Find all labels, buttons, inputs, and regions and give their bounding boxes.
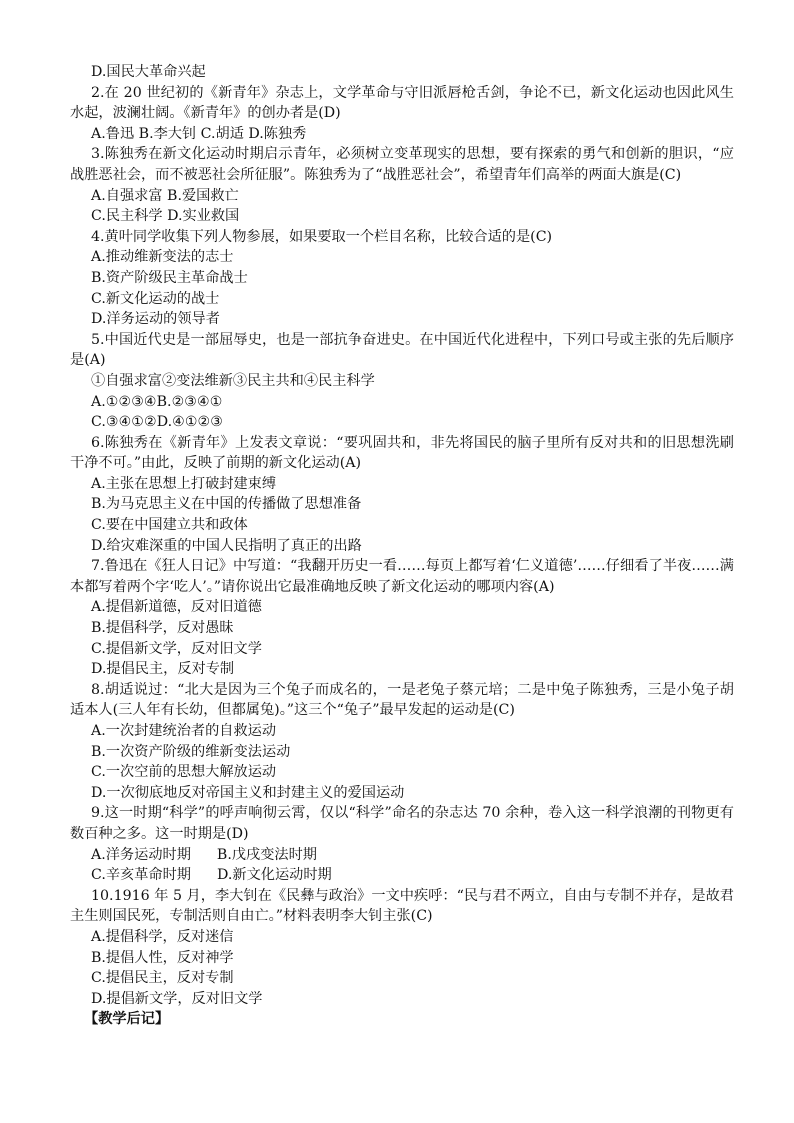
question-text: 9.这一时期“科学”的呼声响彻云霄，仅以“科学”命名的杂志达 70 余种，卷入这一科学浪潮的刊物更有数百种之多。这一时期是(D) <box>70 805 734 842</box>
answer-option: C.提倡新文学，反对旧文学 <box>91 640 262 657</box>
answer-option: A.自强求富 B.爱国救亡 <box>91 187 239 204</box>
question-text: 6.陈独秀在《新青年》上发表文章说：“要巩固共和，非先将国民的脑子里所有反对共和的旧思想洗刷干净不可。”由此，反映了前期的新文化运动(A) <box>70 434 734 472</box>
answer-option: A.提倡新道德，反对旧道德 <box>91 599 262 616</box>
answer-option: D.给灾难深重的中国人民指明了真正的出路 <box>91 537 362 554</box>
question-text: 10.1916 年 5 月，李大钊在《民彝与政治》一文中疾呼：“民与君不两立，自由与专制不并存，是故君主生则国民死，专制活则自由亡。”材料表明李大钊主张(C) <box>70 887 734 925</box>
answer-option: A.主张在思想上打破封建束缚 <box>91 475 277 492</box>
answer-option: A.提倡科学，反对迷信 <box>91 928 234 945</box>
answer-option: C.要在中国建立共和政体 <box>91 517 248 534</box>
teaching-notes-heading: 【教学后记】 <box>84 1011 170 1027</box>
answer-option: D.提倡新文学，反对旧文学 <box>91 990 263 1007</box>
answer-option: A.鲁迅 B.李大钊 C.胡适 D.陈独秀 <box>91 125 307 142</box>
answer-option: A.洋务运动时期 <box>91 846 191 863</box>
answer-option: A.一次封建统治者的自救运动 <box>91 723 277 739</box>
answer-option: D.新文化运动时期 <box>217 867 332 884</box>
answer-option: ①自强求富②变法维新③民主共和④民主科学 <box>91 372 375 389</box>
question-text: 3.陈独秀在新文化运动时期启示青年，必须树立变革现实的思想，要有探索的勇气和创新的胆识，“应战胜恶社会，而不被恶社会所征服”。陈独秀为了“战胜恶社会”，希望青年们高举的两面大旗是(C) <box>70 146 734 183</box>
answer-option: D.国民大革命兴起 <box>91 64 206 80</box>
question-text: 4.黄叶同学收集下列人物参展，如果要取一个栏目名称，比较合适的是(C) <box>91 228 553 245</box>
answer-option: D.洋务运动的领导者 <box>91 311 220 328</box>
answer-option: C.辛亥革命时期 <box>91 867 191 884</box>
answer-option: B.戊戌变法时期 <box>216 846 317 863</box>
answer-option: C.民主科学 D.实业救国 <box>91 208 240 225</box>
answer-option: A.①②③④B.②③④① <box>91 393 223 410</box>
answer-option: D.提倡民主，反对专制 <box>91 661 235 678</box>
answer-option: C.新文化运动的战士 <box>91 290 220 307</box>
answer-option: B.提倡人性，反对神学 <box>91 949 234 966</box>
question-text: 5.中国近代史是一部屈辱史，也是一部抗争奋进史。在中国近代化进程中，下列口号或主张的先后顺序是(A) <box>70 331 734 369</box>
answer-option: A.推动维新变法的志士 <box>91 249 234 266</box>
answer-option: C.提倡民主，反对专制 <box>91 970 234 987</box>
answer-option: C.一次空前的思想大解放运动 <box>91 764 277 781</box>
answer-option: B.提倡科学，反对愚昧 <box>91 620 234 637</box>
answer-option-row <box>70 845 734 866</box>
answer-option: D.一次彻底地反对帝国主义和封建主义的爱国运动 <box>91 784 405 801</box>
answer-option: B.资产阶级民主革命战士 <box>91 269 248 286</box>
answer-option-row <box>70 865 734 886</box>
question-list <box>70 62 734 1009</box>
answer-option: B.为马克思主义在中国的传播做了思想准备 <box>91 496 362 513</box>
question-text: 8.胡适说过：“北大是因为三个兔子而成名的，一是老兔子蔡元培；二是中兔子陈独秀，三是小兔子胡适本人(三人年有长幼，但都属兔)。”这三个“兔子”最早发起的运动是(C) <box>70 681 734 719</box>
question-text: 7.鲁迅在《狂人日记》中写道：“我翻开历史一看……每页上都写着‘仁义道德’……仔细看了半夜……满本都写着两个字‘吃人’。”请你说出它最准确地反映了新文化运动的哪项内容(A) <box>70 558 734 595</box>
answer-option: C.③④①②D.④①②③ <box>91 414 223 431</box>
question-text: 2.在 20 世纪初的《新青年》杂志上，文学革命与守旧派唇枪舌剑，争论不已，新文化运动也因此风生水起，波澜壮阔。《新青年》的创办者是(D) <box>70 84 734 122</box>
answer-option: B.一次资产阶级的维新变法运动 <box>91 743 291 760</box>
